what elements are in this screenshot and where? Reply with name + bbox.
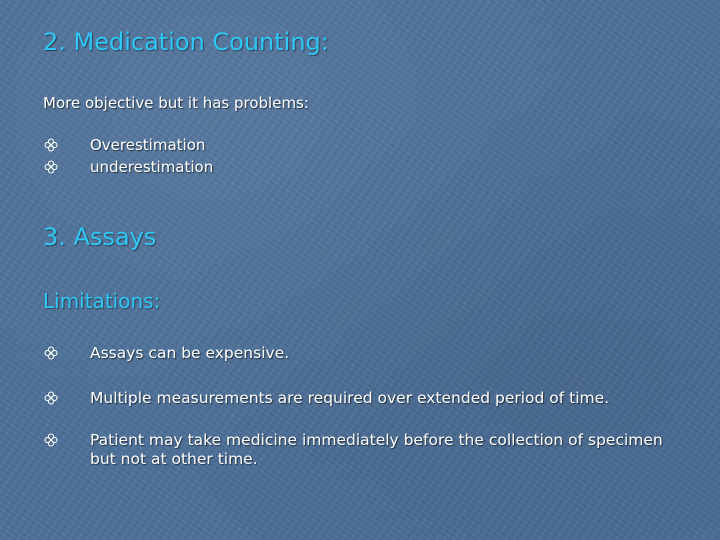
- bullet-text-assays-expensive: Assays can be expensive.: [90, 344, 290, 362]
- section-two-subheading: Limitations:: [43, 289, 161, 313]
- bullet-text-overestimation: Overestimation: [90, 136, 206, 154]
- bullet-text-multiple-measurements: Multiple measurements are required over extended period of time.: [90, 389, 610, 407]
- flower-bullet-icon: [44, 346, 58, 360]
- section-two-heading: 3. Assays: [43, 223, 157, 251]
- section-one-intro: More objective but it has problems:: [43, 94, 309, 112]
- flower-bullet-icon: [44, 433, 58, 447]
- flower-bullet-icon: [44, 391, 58, 405]
- section-one-heading: 2. Medication Counting:: [43, 28, 329, 56]
- bullet-text-underestimation: underestimation: [90, 158, 214, 176]
- flower-bullet-icon: [44, 160, 58, 174]
- bullet-text-patient-timing: Patient may take medicine immediately before the collection of specimen but not at other time.: [90, 431, 663, 468]
- flower-bullet-icon: [44, 138, 58, 152]
